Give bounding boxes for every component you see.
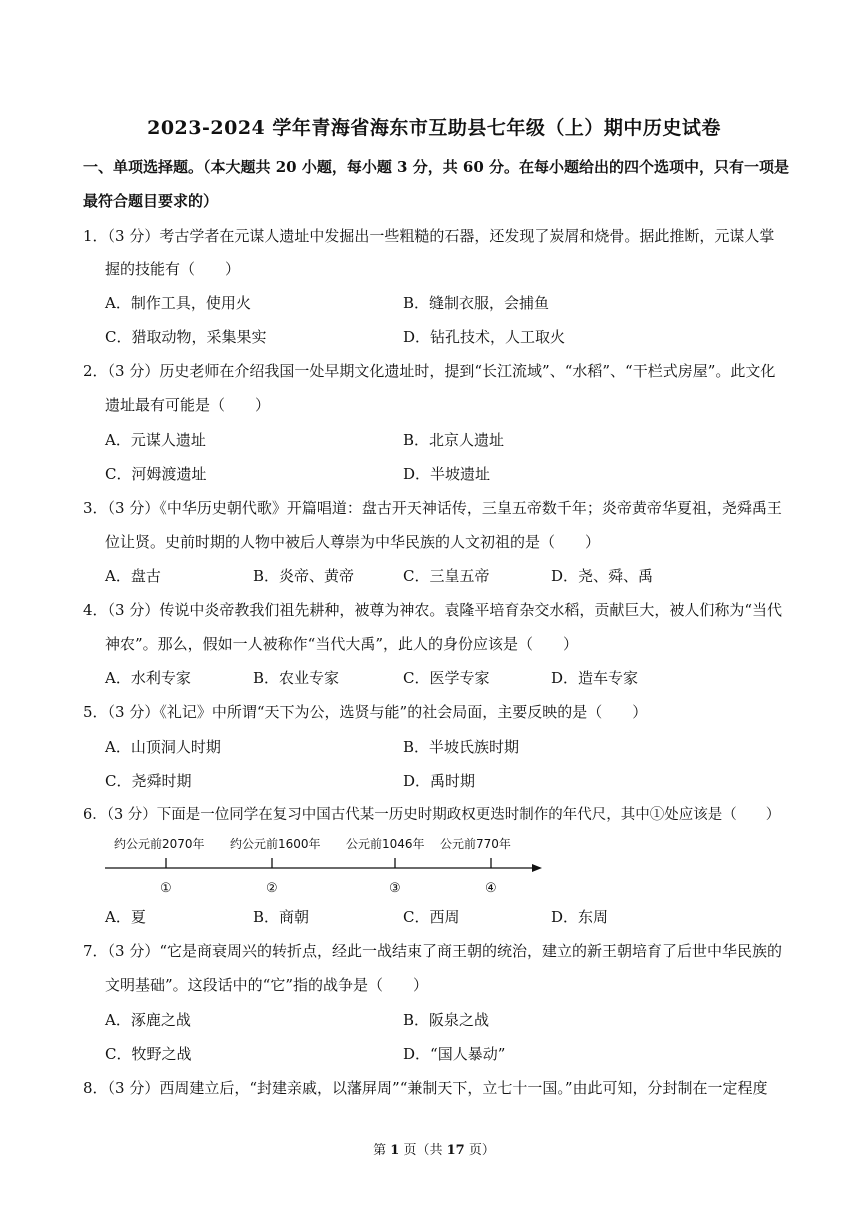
question-1-option-d[interactable]: D．钻孔技术，人工取火 xyxy=(403,328,566,346)
question-6-option-b[interactable]: B．商朝 xyxy=(253,908,310,926)
timeline-ruler xyxy=(100,832,550,900)
question-5-line1: 5．（3 分）《礼记》中所谓“天下为公，选贤与能”的社会局面，主要反映的是（ ） xyxy=(83,703,648,721)
timeline-marker-3: ③ xyxy=(389,881,401,896)
question-7-option-a[interactable]: A．涿鹿之战 xyxy=(105,1011,191,1029)
question-7-option-c[interactable]: C．牧野之战 xyxy=(105,1045,192,1063)
question-4-line2: 神农”。那么，假如一人被称作“当代大禹”，此人的身份应该是（ ） xyxy=(105,635,579,653)
timeline-arrow xyxy=(532,864,542,872)
question-7-line2: 文明基础”。这段话中的“它”指的战争是（ ） xyxy=(105,976,429,994)
question-7-option-d[interactable]: D．“国人暴动” xyxy=(403,1045,506,1063)
question-2-option-d[interactable]: D．半坡遗址 xyxy=(403,465,491,483)
timeline-marker-4: ④ xyxy=(485,881,497,896)
footer-total-pages: 17 xyxy=(446,1143,465,1158)
question-2-option-c[interactable]: C．河姆渡遗址 xyxy=(105,465,207,483)
footer-suffix: 页） xyxy=(464,1143,495,1158)
question-5-option-d[interactable]: D．禹时期 xyxy=(403,772,476,790)
question-5-option-c[interactable]: C．尧舜时期 xyxy=(105,772,192,790)
question-2-line2: 遗址最有可能是（ ） xyxy=(105,396,271,414)
section-heading xyxy=(83,150,793,218)
timeline-label-4: 公元前770年 xyxy=(440,837,511,851)
question-1-option-a[interactable]: A．制作工具，使用火 xyxy=(105,294,251,312)
question-2-option-a[interactable]: A．元谋人遗址 xyxy=(105,431,206,449)
timeline-marker-1: ① xyxy=(160,881,172,896)
question-6-option-a[interactable]: A．夏 xyxy=(105,908,146,926)
timeline-label-1: 约公元前2070年 xyxy=(114,837,205,851)
question-4-option-d[interactable]: D．造车专家 xyxy=(551,669,639,687)
question-1-option-c[interactable]: C．猎取动物，采集果实 xyxy=(105,328,267,346)
question-2-option-b[interactable]: B．北京人遗址 xyxy=(403,431,505,449)
question-7-option-b[interactable]: B．阪泉之战 xyxy=(403,1011,490,1029)
footer-prefix: 第 xyxy=(373,1143,391,1158)
question-6-option-c[interactable]: C．西周 xyxy=(403,908,460,926)
question-3-option-c[interactable]: C．三皇五帝 xyxy=(403,567,490,585)
question-4-line1: 4．（3 分）传说中炎帝教我们祖先耕种，被尊为神农。袁隆平培育杂交水稻，贡献巨大，被人们称为“当代 xyxy=(83,601,783,619)
question-3-line2: 位让贤。史前时期的人物中被后人尊崇为中华民族的人文初祖的是（ ） xyxy=(105,533,601,551)
section-heading-line2: 最符合题目要求的） xyxy=(83,192,219,210)
question-4-option-c[interactable]: C．医学专家 xyxy=(403,669,490,687)
timeline-marker-2: ② xyxy=(266,881,278,896)
question-1-line2: 握的技能有（ ） xyxy=(105,260,241,278)
footer-middle: 页（共 xyxy=(399,1143,447,1158)
question-4-option-b[interactable]: B．农业专家 xyxy=(253,669,340,687)
question-1-line1: 1．（3 分）考古学者在元谋人遗址中发掘出一些粗糙的石器，还发现了炭屑和烧骨。据此推断，元谋人掌 xyxy=(83,227,775,245)
question-5-option-b[interactable]: B．半坡氏族时期 xyxy=(403,738,520,756)
question-1-option-b[interactable]: B．缝制衣服，会捕鱼 xyxy=(403,294,550,312)
page-title: 2023-2024 学年青海省海东市互助县七年级（上）期中历史试卷 xyxy=(147,117,721,139)
question-3-option-a[interactable]: A．盘古 xyxy=(105,567,161,585)
timeline-label-2: 约公元前1600年 xyxy=(230,837,321,851)
section-heading-line1: 一、单项选择题。（本大题共 20 小题，每小题 3 分，共 60 分。在每小题给出的四个选项中，只有一项是 xyxy=(83,158,790,176)
question-3-option-b[interactable]: B．炎帝、黄帝 xyxy=(253,567,355,585)
timeline-label-3: 公元前1046年 xyxy=(346,837,425,851)
question-3-line1: 3．（3 分）《中华历史朝代歌》开篇唱道：盘古开天神话传，三皇五帝数千年；炎帝黄帝华夏祖，尧舜禹王 xyxy=(83,499,782,517)
question-8-line1: 8．（3 分）西周建立后，“封建亲戚，以藩屏周”“兼制天下，立七十一国。”由此可知，分封制在一定程度 xyxy=(83,1079,768,1097)
question-2-line1: 2．（3 分）历史老师在介绍我国一处早期文化遗址时，提到“长江流域”、“水稻”、“干栏式房屋”。此文化 xyxy=(83,362,776,380)
footer-page-number: 1 xyxy=(390,1143,400,1158)
page-footer xyxy=(0,1139,868,1158)
question-6-line1: 6．（3 分）下面是一位同学在复习中国古代某一历史时期政权更迭时制作的年代尺，其中①处应该是（ ） xyxy=(83,807,781,823)
question-3-option-d[interactable]: D．尧、舜、禹 xyxy=(551,567,654,585)
question-4-option-a[interactable]: A．水利专家 xyxy=(105,669,191,687)
question-5-option-a[interactable]: A．山顶洞人时期 xyxy=(105,738,221,756)
question-7-line1: 7．（3 分）“它是商衰周兴的转折点，经此一战结束了商王朝的统治，建立的新王朝培育了后世中华民族的 xyxy=(83,942,783,960)
question-6-option-d[interactable]: D．东周 xyxy=(551,908,609,926)
